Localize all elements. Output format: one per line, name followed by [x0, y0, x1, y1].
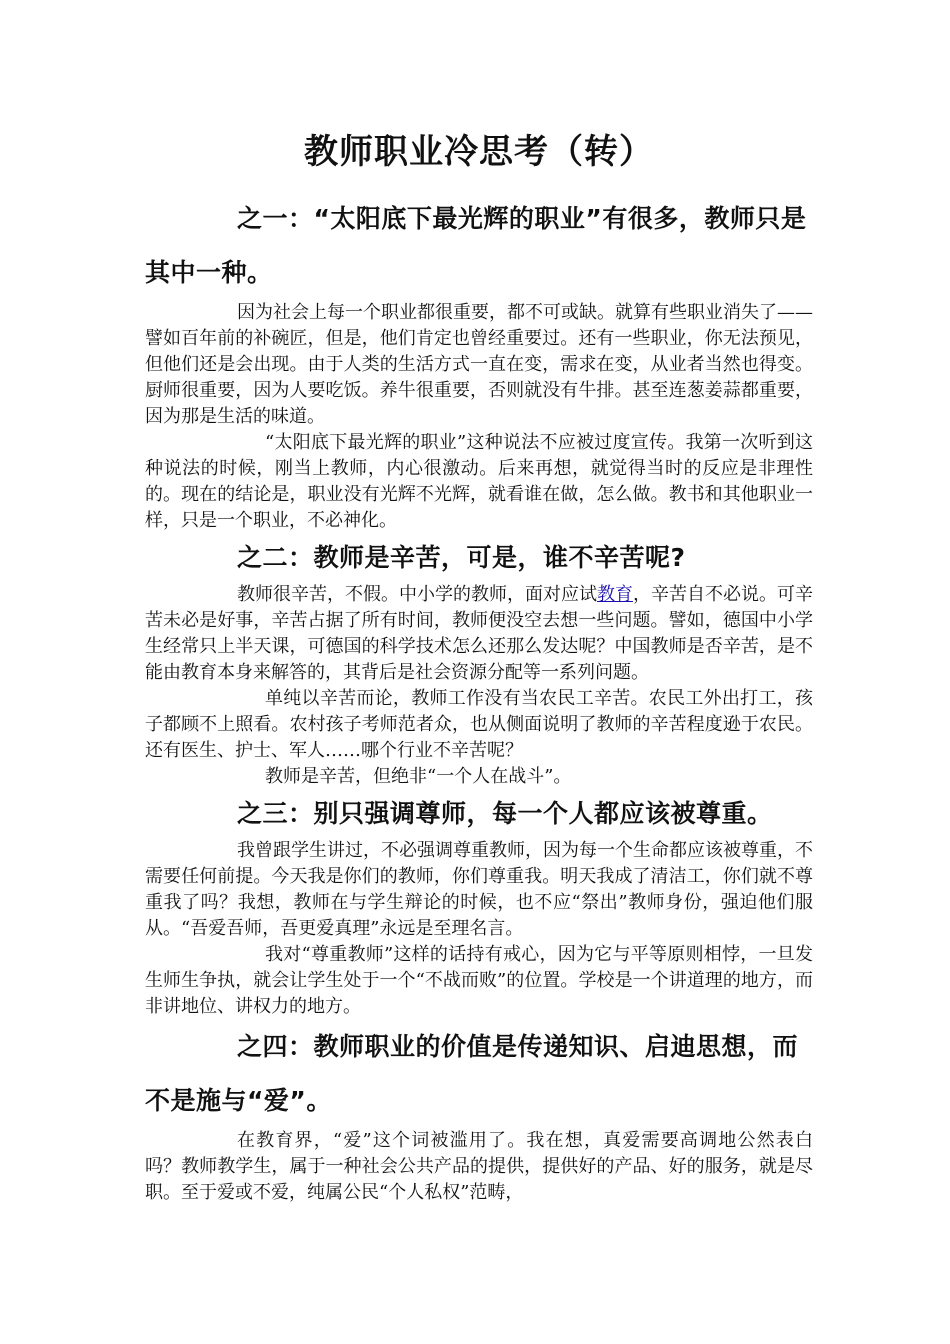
section-heading-2: 之二：教师是辛苦，可是，谁不辛苦呢?	[237, 543, 686, 572]
paragraph	[145, 582, 813, 686]
paragraph: 在教育界，“爱”这个词被滥用了。我在想，真爱需要高调地公然表白吗？教师教学生，属于一种社会公共产品的提供，提供好的产品、好的服务，就是尽职。至于爱或不爱，纯属公民“个人私权”范畴，	[145, 1130, 813, 1203]
education-link[interactable]: 教育	[597, 584, 633, 605]
paragraph: 单纯以辛苦而论，教师工作没有当农民工辛苦。农民工外出打工，孩子都顾不上照看。农村孩子考师范者众，也从侧面说明了教师的辛苦程度逊于农民。还有医生、护士、军人……哪个行业不辛苦呢？	[145, 688, 813, 761]
document-title: 教师职业冷思考（转）	[304, 132, 654, 172]
paragraph-text: 教师很辛苦，不假。中小学的教师，面对应试	[237, 584, 597, 605]
section-heading-4: 之四：教师职业的价值是传递知识、启迪思想，而不是施与“爱”。	[145, 1032, 799, 1115]
paragraph: 因为社会上每一个职业都很重要，都不可或缺。就算有些职业消失了——譬如百年前的补碗匠，但是，他们肯定也曾经重要过。还有一些职业，你无法预见，但他们还是会出现。由于人类的生活方式一直在变，需求在变，从业者当然也得变。厨师很重要，因为人要吃饭。养牛很重要，否则就没有牛排。甚至连葱姜蒜都重要，因为那是生活的味道。	[145, 302, 813, 427]
paragraph: “太阳底下最光辉的职业”这种说法不应被过度宣传。我第一次听到这种说法的时候，刚当上教师，内心很激动。后来再想，就觉得当时的反应是非理性的。现在的结论是，职业没有光辉不光辉，就看谁在做，怎么做。教书和其他职业一样，只是一个职业，不必神化。	[145, 432, 813, 531]
section-heading-1: 之一：“太阳底下最光辉的职业”有很多，教师只是其中一种。	[145, 204, 807, 287]
paragraph: 我曾跟学生讲过，不必强调尊重教师，因为每一个生命都应该被尊重，不需要任何前提。今天我是你们的教师，你们尊重我。明天我成了清洁工，你们就不尊重我了吗？我想，教师在与学生辩论的时候，也不应“祭出”教师身份，强迫他们服从。“吾爱吾师，吾更爱真理”永远是至理名言。	[145, 840, 813, 939]
paragraph: 教师是辛苦，但绝非“一个人在战斗”。	[265, 766, 572, 787]
document-body	[145, 124, 813, 1206]
paragraph-text: ，辛苦自不必说。可辛苦未必是好事，辛苦占据了所有时间，教师便没空去想一些问题。譬如，德国中小学生经常只上半天课，可德国的科学技术怎么还那么发达呢？中国教师是否辛苦，是不能由教育本身来解答的，其背后是社会资源分配等一系列问题。	[145, 584, 813, 683]
section-heading-3: 之三：别只强调尊师，每一个人都应该被尊重。	[237, 799, 773, 828]
paragraph: 我对“尊重教师”这样的话持有戒心，因为它与平等原则相悖，一旦发生师生争执，就会让学生处于一个“不战而败”的位置。学校是一个讲道理的地方，而非讲地位、讲权力的地方。	[145, 944, 813, 1017]
